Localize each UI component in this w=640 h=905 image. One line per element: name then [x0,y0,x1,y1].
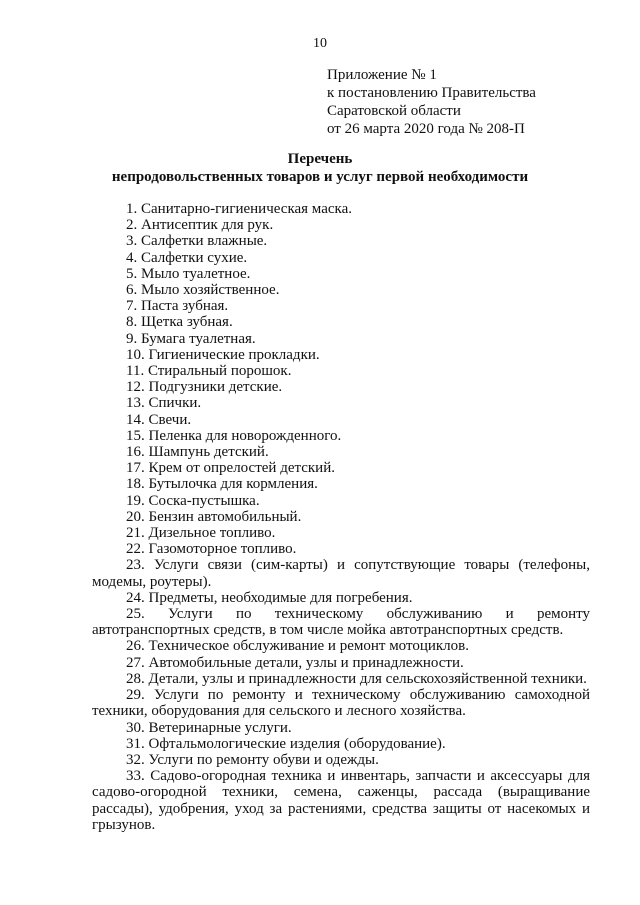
list-item: 28. Детали, узлы и принадлежности для сельскохозяйственной техники. [126,670,587,687]
list-item: 5. Мыло туалетное. [126,265,251,282]
document-title [0,150,640,186]
list-item: 1. Санитарно-гигиеническая маска. [126,201,352,217]
list-item: 9. Бумага туалетная. [126,330,256,347]
list-item: 33. Садово-огородная техника и инвентарь, запчасти и аксессуары для садово-огородной техники, семена, саженцы, рассада (выращивание рассады), удобрения, уход за растениями, средства защиты от насекомых и грызунов. [92,768,590,833]
list-item: 6. Мыло хозяйственное. [126,282,280,299]
list-item: 22. Газомоторное топливо. [126,541,297,558]
list-item: 11. Стиральный порошок. [126,363,292,380]
list-item: 4. Салфетки сухие. [126,249,248,266]
list-item: 16. Шампунь детский. [126,444,269,461]
list-item: 12. Подгузники детские. [126,379,283,396]
page-number: 10 [313,36,327,51]
list-item: 19. Соска-пустышка. [126,492,260,509]
list-item: 17. Крем от опрелостей детский. [126,460,335,477]
list-item: 24. Предметы, необходимые для погребения. [126,589,413,606]
list-item: 13. Спички. [126,395,202,412]
list-item: 31. Офтальмологические изделия (оборудование). [126,735,446,752]
appendix-line: Приложение № 1 [327,67,437,83]
list-item: 23. Услуги связи (сим-карты) и сопутствующие товары (телефоны, модемы, роутеры). [92,557,590,590]
list-item: 29. Услуги по ремонту и техническому обслуживанию самоходной техники, оборудования для сельского и лесного хозяйства. [92,687,590,720]
list-item: 8. Щетка зубная. [126,314,233,331]
appendix-line: к постановлению Правительства [327,85,536,101]
appendix-header [327,66,536,138]
appendix-line: Саратовской области [327,103,461,119]
list-item: 7. Паста зубная. [126,298,229,315]
list-item: 25. Услуги по техническому обслуживанию и ремонту автотранспортных средств, в том числе мойка автотранспортных средств. [92,606,590,639]
list-item: 32. Услуги по ремонту обуви и одежды. [126,751,379,768]
list-item: 14. Свечи. [126,411,192,428]
list-item: 3. Салфетки влажные. [126,233,268,250]
list-item: 10. Гигиенические прокладки. [126,346,320,363]
goods-list [92,201,590,833]
appendix-line: от 26 марта 2020 года № 208-П [327,121,525,137]
list-item: 18. Бутылочка для кормления. [126,476,318,493]
list-item: 15. Пеленка для новорожденного. [126,427,342,444]
list-item: 20. Бензин автомобильный. [126,508,302,525]
list-item: 27. Автомобильные детали, узлы и принадлежности. [126,654,464,671]
title-line: Перечень [287,151,353,167]
list-item: 26. Техническое обслуживание и ремонт мотоциклов. [126,638,470,655]
title-line: непродовольственных товаров и услуг первой необходимости [111,169,529,185]
list-item: 21. Дизельное топливо. [126,525,276,542]
list-item: 30. Ветеринарные услуги. [126,719,292,736]
list-item: 2. Антисептик для рук. [126,217,274,234]
